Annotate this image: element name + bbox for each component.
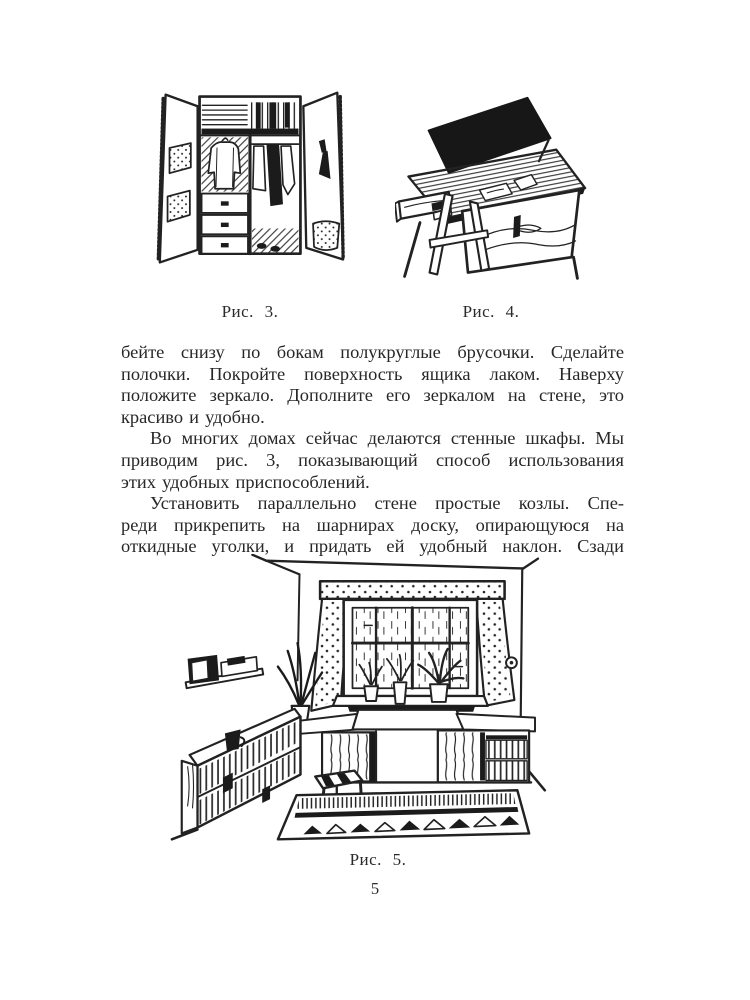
figure-5 [168, 554, 588, 844]
text-line: этих удобных приспособлений. [121, 471, 370, 492]
text-line: бейте снизу по бокам полукруглые брусочки. Сделайте [121, 342, 624, 362]
text-line: откидные уголки, и придать ей удобный наклон. Сзади [121, 536, 624, 557]
page-number: 5 [370, 879, 380, 898]
text-line: приводим рис. 3, показывающий способ использования [121, 449, 624, 470]
body-text [121, 342, 624, 558]
figure-4-caption: Рис. 4. [462, 302, 520, 321]
text-line: полочки. Покройте поверхность ящика лаком. Наверху [121, 363, 624, 384]
figure-3-caption: Рис. 3. [221, 302, 279, 321]
trestle-desk-illustration [395, 92, 587, 288]
text-line: Во многих домах сейчас делаются стенные шкафы. Мы [150, 428, 624, 449]
text-line: положите зеркало. Дополните его зеркалом на стене, это [121, 385, 624, 406]
wardrobe-illustration [153, 70, 347, 288]
figure-5-caption: Рис. 5. [349, 850, 407, 869]
text-line: красиво и удобно. [121, 406, 265, 427]
text-line: Установить параллельно стене простые козлы. Спе- [150, 493, 624, 514]
figure-4 [395, 92, 587, 288]
figure-3 [153, 70, 347, 288]
room-interior-illustration [168, 554, 588, 844]
text-line: реди прикрепить на шарнирах доску, опирающуюся на [121, 514, 624, 535]
